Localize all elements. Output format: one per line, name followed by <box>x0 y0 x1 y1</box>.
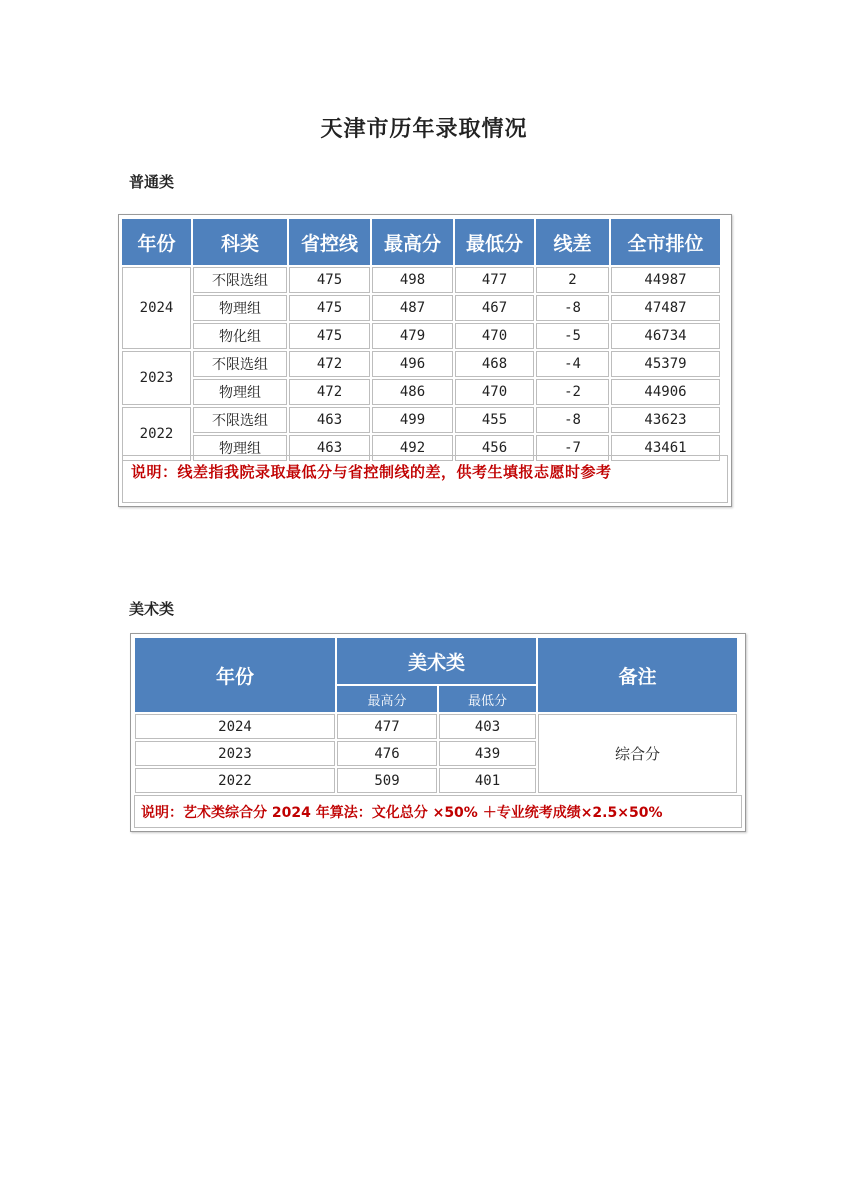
city-rank-cell: 44987 <box>611 267 720 293</box>
header-min-score: 最低分 <box>455 219 534 265</box>
year-cell: 2022 <box>135 768 335 793</box>
category-cell: 物理组 <box>193 295 287 321</box>
category-cell: 物理组 <box>193 379 287 405</box>
category-cell: 物化组 <box>193 323 287 349</box>
city-rank-cell: 46734 <box>611 323 720 349</box>
max-score-cell: 509 <box>337 768 437 793</box>
header-category: 科类 <box>193 219 287 265</box>
category-cell: 不限选组 <box>193 267 287 293</box>
header-art-group: 美术类 <box>337 638 536 684</box>
control-line-cell: 475 <box>289 267 370 293</box>
max-score-cell: 487 <box>372 295 453 321</box>
header-max-score: 最高分 <box>337 686 437 712</box>
section-label-regular: 普通类 <box>129 173 175 191</box>
header-year: 年份 <box>135 638 335 712</box>
max-score-cell: 477 <box>337 714 437 739</box>
header-control-line: 省控线 <box>289 219 370 265</box>
table-row <box>122 351 720 377</box>
control-line-cell: 475 <box>289 323 370 349</box>
min-score-cell: 470 <box>455 379 534 405</box>
min-score-cell: 467 <box>455 295 534 321</box>
header-row <box>135 638 737 684</box>
header-year: 年份 <box>122 219 191 265</box>
line-diff-cell: -8 <box>536 295 609 321</box>
regular-admission-table-frame <box>118 214 732 507</box>
control-line-cell: 463 <box>289 407 370 433</box>
category-cell: 物理组 <box>193 435 287 461</box>
year-cell: 2024 <box>135 714 335 739</box>
header-line-diff: 线差 <box>536 219 609 265</box>
remark-cell: 综合分 <box>538 714 737 793</box>
control-line-cell: 472 <box>289 379 370 405</box>
header-remark: 备注 <box>538 638 737 712</box>
min-score-cell: 468 <box>455 351 534 377</box>
regular-admission-table <box>120 217 722 463</box>
table-row <box>122 379 720 405</box>
line-diff-cell: -7 <box>536 435 609 461</box>
table-row <box>135 714 737 739</box>
min-score-cell: 470 <box>455 323 534 349</box>
max-score-cell: 476 <box>337 741 437 766</box>
line-diff-cell: -2 <box>536 379 609 405</box>
control-line-cell: 472 <box>289 351 370 377</box>
header-min-score: 最低分 <box>439 686 536 712</box>
city-rank-cell: 43461 <box>611 435 720 461</box>
max-score-cell: 492 <box>372 435 453 461</box>
line-diff-cell: -5 <box>536 323 609 349</box>
header-row <box>122 219 720 265</box>
control-line-cell: 475 <box>289 295 370 321</box>
line-diff-cell: -4 <box>536 351 609 377</box>
art-admission-table <box>133 636 739 795</box>
line-diff-cell: 2 <box>536 267 609 293</box>
min-score-cell: 455 <box>455 407 534 433</box>
line-diff-cell: -8 <box>536 407 609 433</box>
min-score-cell: 477 <box>455 267 534 293</box>
table-row <box>122 295 720 321</box>
max-score-cell: 479 <box>372 323 453 349</box>
art-admission-table-frame <box>130 633 746 832</box>
table-row <box>122 267 720 293</box>
max-score-cell: 499 <box>372 407 453 433</box>
min-score-cell: 403 <box>439 714 536 739</box>
year-cell: 2023 <box>135 741 335 766</box>
max-score-cell: 496 <box>372 351 453 377</box>
category-cell: 不限选组 <box>193 351 287 377</box>
max-score-cell: 486 <box>372 379 453 405</box>
city-rank-cell: 47487 <box>611 295 720 321</box>
page-title: 天津市历年录取情况 <box>320 116 528 142</box>
year-cell: 2023 <box>122 351 191 405</box>
category-cell: 不限选组 <box>193 407 287 433</box>
control-line-cell: 463 <box>289 435 370 461</box>
header-city-rank: 全市排位 <box>611 219 720 265</box>
min-score-cell: 401 <box>439 768 536 793</box>
table-row <box>122 323 720 349</box>
min-score-cell: 439 <box>439 741 536 766</box>
table-row <box>122 407 720 433</box>
section-label-art: 美术类 <box>129 600 175 618</box>
art-note: 说明：艺术类综合分 2024 年算法：文化总分 ×50% ＋专业统考成绩×2.5×50% <box>141 805 663 821</box>
city-rank-cell: 44906 <box>611 379 720 405</box>
year-cell: 2022 <box>122 407 191 461</box>
city-rank-cell: 43623 <box>611 407 720 433</box>
min-score-cell: 456 <box>455 435 534 461</box>
city-rank-cell: 45379 <box>611 351 720 377</box>
header-max-score: 最高分 <box>372 219 453 265</box>
max-score-cell: 498 <box>372 267 453 293</box>
year-cell: 2024 <box>122 267 191 349</box>
regular-note: 说明：线差指我院录取最低分与省控制线的差，供考生填报志愿时参考 <box>131 463 612 481</box>
